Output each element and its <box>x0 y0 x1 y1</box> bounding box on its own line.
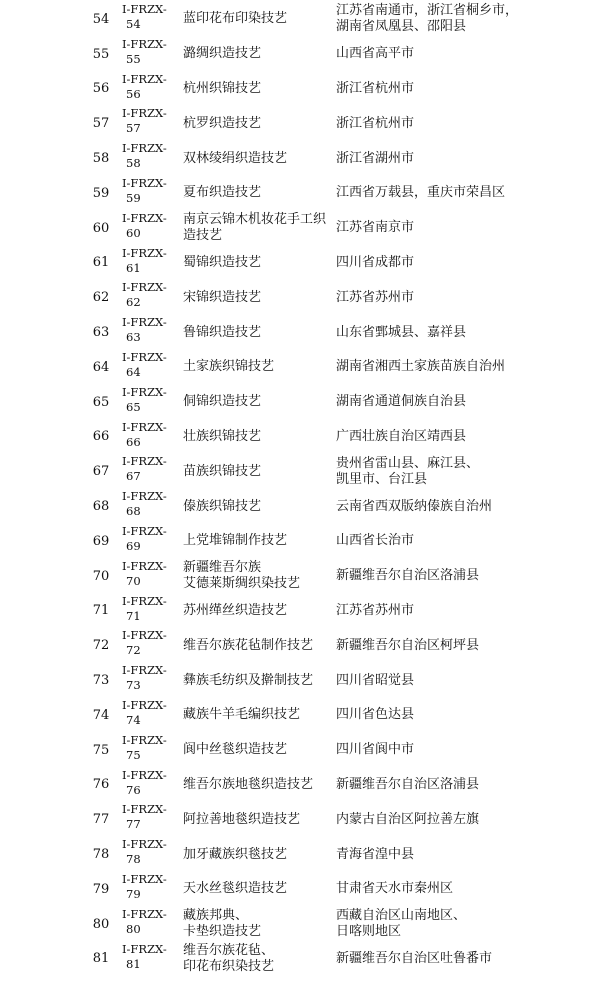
table-row <box>0 420 600 455</box>
item-code-number: 64 <box>126 365 141 379</box>
row-number: 66 <box>92 429 110 445</box>
item-code-prefix: Ⅰ-FRZX- <box>122 732 167 747</box>
region: 山西省长治市 <box>336 533 415 549</box>
item-code <box>122 769 182 797</box>
table-row <box>0 837 600 872</box>
row-number: 77 <box>92 812 110 828</box>
item-code-number: 70 <box>126 573 141 588</box>
region: 四川省阆中市 <box>336 742 415 758</box>
item-code-number: 56 <box>126 86 141 101</box>
row-number: 71 <box>92 603 110 619</box>
item-code <box>122 247 182 275</box>
item-code <box>122 803 182 831</box>
table-row <box>0 768 600 803</box>
table-row <box>0 872 600 907</box>
region: 贵州省雷山县、麻江县、 凯里市、台江县 <box>336 455 480 487</box>
item-code-prefix: Ⅰ-FRZX- <box>122 210 167 225</box>
item-code <box>122 734 182 762</box>
item-code-prefix: Ⅰ-FRZX- <box>122 2 167 16</box>
item-code-number: 76 <box>126 782 141 797</box>
item-code <box>122 177 182 205</box>
item-code <box>122 73 182 101</box>
row-number: 81 <box>92 951 110 967</box>
item-code <box>122 351 182 379</box>
table-row <box>0 350 600 385</box>
item-code <box>122 560 182 588</box>
item-code-prefix: Ⅰ-FRZX- <box>122 906 167 921</box>
item-code <box>122 943 182 971</box>
item-code <box>122 316 182 344</box>
table-row <box>0 2 600 37</box>
region: 江苏省南通市，浙江省桐乡市， 湖南省凤凰县、邵阳县 <box>336 3 519 35</box>
item-code <box>122 386 182 414</box>
item-code-prefix: Ⅰ-FRZX- <box>122 698 167 712</box>
project-name: 土家族织锦技艺 <box>183 359 275 375</box>
table-row <box>0 454 600 489</box>
region: 甘肃省天水市秦州区 <box>336 881 454 897</box>
project-name: 蓝印花布印染技艺 <box>183 11 288 27</box>
region: 山西省高平市 <box>336 46 415 62</box>
table-row <box>0 246 600 281</box>
row-number: 80 <box>92 916 110 932</box>
region: 云南省西双版纳傣族自治州 <box>336 498 493 514</box>
region: 新疆维吾尔自治区洛浦县 <box>336 568 480 584</box>
project-name: 杭罗织造技艺 <box>183 115 262 131</box>
item-code-number: 69 <box>126 539 141 553</box>
item-code-prefix: Ⅰ-FRZX- <box>122 941 167 956</box>
item-code-number: 65 <box>126 399 141 414</box>
row-number: 69 <box>92 533 110 549</box>
project-name: 宋锦织造技艺 <box>183 289 262 305</box>
table-row <box>0 663 600 698</box>
row-number: 76 <box>92 777 110 793</box>
item-code-prefix: Ⅰ-FRZX- <box>122 454 167 469</box>
item-code-number: 81 <box>126 956 141 971</box>
region: 江苏省苏州市 <box>336 602 415 618</box>
region: 湖南省通道侗族自治县 <box>336 394 467 410</box>
item-code <box>122 281 182 309</box>
item-code-prefix: Ⅰ-FRZX- <box>122 593 167 608</box>
item-code-number: 54 <box>126 17 141 31</box>
row-number: 73 <box>92 673 110 689</box>
table-row <box>0 176 600 211</box>
item-code-number: 75 <box>126 747 141 762</box>
item-code-number: 79 <box>126 887 141 901</box>
row-number: 79 <box>92 881 110 897</box>
row-number: 70 <box>92 568 110 584</box>
table-row <box>0 72 600 107</box>
row-number: 61 <box>92 255 110 271</box>
region: 四川省色达县 <box>336 707 415 723</box>
item-code-prefix: Ⅰ-FRZX- <box>122 350 167 364</box>
item-code-prefix: Ⅰ-FRZX- <box>122 245 167 260</box>
item-code-prefix: Ⅰ-FRZX- <box>122 176 167 190</box>
table-row <box>0 37 600 72</box>
table-row <box>0 385 600 420</box>
item-code-prefix: Ⅰ-FRZX- <box>122 280 167 295</box>
project-name: 壮族织锦技艺 <box>183 428 262 444</box>
item-code <box>122 38 182 66</box>
row-number: 68 <box>92 499 110 515</box>
item-code-number: 63 <box>126 330 141 345</box>
row-number: 58 <box>92 151 110 167</box>
item-code-prefix: Ⅰ-FRZX- <box>122 558 167 573</box>
project-name: 南京云锦木机妆花手工织造技艺 <box>183 212 327 244</box>
table-row <box>0 211 600 246</box>
row-number: 55 <box>92 46 110 62</box>
project-name: 加牙藏族织毯技艺 <box>183 846 288 862</box>
table-row <box>0 907 600 942</box>
project-name: 侗锦织造技艺 <box>183 394 262 410</box>
table-row <box>0 524 600 559</box>
region: 四川省昭觉县 <box>336 672 415 688</box>
row-number: 65 <box>92 394 110 410</box>
item-code <box>122 421 182 449</box>
table-row <box>0 280 600 315</box>
project-name: 维吾尔族花毡制作技艺 <box>183 637 314 653</box>
item-code <box>122 107 182 135</box>
item-code-prefix: Ⅰ-FRZX- <box>122 872 167 886</box>
table-row <box>0 489 600 524</box>
item-code <box>122 873 182 901</box>
region: 青海省湟中县 <box>336 846 415 862</box>
region: 浙江省湖州市 <box>336 150 415 166</box>
row-number: 60 <box>92 220 110 236</box>
project-name: 彝族毛纺织及擀制技艺 <box>183 672 314 688</box>
item-code <box>122 142 182 170</box>
item-code <box>122 525 182 553</box>
item-code-prefix: Ⅰ-FRZX- <box>122 663 167 678</box>
project-name: 维吾尔族花毡、 印花布织染技艺 <box>183 942 275 974</box>
project-name: 天水丝毯织造技艺 <box>183 881 288 897</box>
item-code-number: 73 <box>126 678 141 693</box>
item-code <box>122 838 182 866</box>
item-code-number: 60 <box>126 225 141 240</box>
project-name: 藏族牛羊毛编织技艺 <box>183 707 301 723</box>
item-code-number: 57 <box>126 121 141 136</box>
row-number: 59 <box>92 185 110 201</box>
row-number: 78 <box>92 847 110 863</box>
project-name: 阿拉善地毯织造技艺 <box>183 811 301 827</box>
region: 新疆维吾尔自治区洛浦县 <box>336 776 480 792</box>
item-code-number: 58 <box>126 156 141 171</box>
table-row <box>0 141 600 176</box>
project-name: 苏州缂丝织造技艺 <box>183 602 288 618</box>
region: 浙江省杭州市 <box>336 115 415 131</box>
item-code-number: 61 <box>126 260 141 275</box>
item-code-prefix: Ⅰ-FRZX- <box>122 71 167 86</box>
project-name: 藏族邦典、 卡垫织造技艺 <box>183 908 262 940</box>
table-row <box>0 594 600 629</box>
row-number: 63 <box>92 325 110 341</box>
item-code <box>122 455 182 483</box>
region: 新疆维吾尔自治区柯坪县 <box>336 637 480 653</box>
item-code-prefix: Ⅰ-FRZX- <box>122 141 167 156</box>
project-name: 维吾尔族地毯织造技艺 <box>183 776 314 792</box>
row-number: 57 <box>92 116 110 132</box>
region: 广西壮族自治区靖西县 <box>336 428 467 444</box>
item-code-number: 62 <box>126 295 141 310</box>
item-code-prefix: Ⅰ-FRZX- <box>122 489 167 504</box>
row-number: 56 <box>92 81 110 97</box>
project-name: 阆中丝毯织造技艺 <box>183 742 288 758</box>
table-row <box>0 315 600 350</box>
region: 山东省鄄城县、嘉祥县 <box>336 324 467 340</box>
project-name: 上党堆锦制作技艺 <box>183 533 288 549</box>
item-code-number: 71 <box>126 608 141 623</box>
item-code-number: 59 <box>126 191 141 205</box>
table-row <box>0 106 600 141</box>
region: 江西省万载县，重庆市荣昌区 <box>336 185 506 201</box>
item-code-number: 55 <box>126 51 141 66</box>
project-name: 夏布织造技艺 <box>183 185 262 201</box>
table-row <box>0 559 600 594</box>
item-code-prefix: Ⅰ-FRZX- <box>122 419 167 434</box>
region: 四川省成都市 <box>336 254 415 270</box>
row-number: 67 <box>92 464 110 480</box>
row-number: 54 <box>92 11 110 27</box>
table-row <box>0 802 600 837</box>
table-row <box>0 698 600 733</box>
table-row <box>0 628 600 663</box>
region: 浙江省杭州市 <box>336 80 415 96</box>
item-code-prefix: Ⅰ-FRZX- <box>122 628 167 643</box>
item-code-prefix: Ⅰ-FRZX- <box>122 767 167 782</box>
item-code <box>122 699 182 727</box>
item-code-number: 74 <box>126 713 141 727</box>
item-code-number: 77 <box>126 817 141 832</box>
item-code-number: 68 <box>126 504 141 519</box>
item-code <box>122 3 182 31</box>
row-number: 62 <box>92 290 110 306</box>
row-number: 74 <box>92 707 110 723</box>
project-name: 蜀锦织造技艺 <box>183 254 262 270</box>
item-code-number: 66 <box>126 434 141 449</box>
item-code-number: 78 <box>126 852 141 867</box>
item-code-number: 80 <box>126 921 141 936</box>
region: 江苏省苏州市 <box>336 289 415 305</box>
item-code-number: 67 <box>126 469 141 484</box>
project-name: 鲁锦织造技艺 <box>183 324 262 340</box>
item-code-prefix: Ⅰ-FRZX- <box>122 384 167 399</box>
item-code <box>122 629 182 657</box>
table-row <box>0 942 600 977</box>
row-number: 72 <box>92 638 110 654</box>
item-code <box>122 595 182 623</box>
item-code-prefix: Ⅰ-FRZX- <box>122 837 167 852</box>
project-name: 苗族织锦技艺 <box>183 463 262 479</box>
row-number: 64 <box>92 359 110 375</box>
item-code-prefix: Ⅰ-FRZX- <box>122 36 167 51</box>
project-name: 傣族织锦技艺 <box>183 498 262 514</box>
region: 江苏省南京市 <box>336 220 415 236</box>
project-name: 杭州织锦技艺 <box>183 80 262 96</box>
region: 新疆维吾尔自治区吐鲁番市 <box>336 950 493 966</box>
item-code-prefix: Ⅰ-FRZX- <box>122 524 167 538</box>
region: 西藏自治区山南地区、 日喀则地区 <box>336 908 467 940</box>
row-number: 75 <box>92 742 110 758</box>
table-row <box>0 733 600 768</box>
item-code <box>122 490 182 518</box>
item-code <box>122 908 182 936</box>
project-name: 新疆维吾尔族 艾德莱斯绸织染技艺 <box>183 560 301 592</box>
item-code-number: 72 <box>126 643 141 658</box>
item-code-prefix: Ⅰ-FRZX- <box>122 315 167 330</box>
project-name: 双林绫绢织造技艺 <box>183 150 288 166</box>
region: 内蒙古自治区阿拉善左旗 <box>336 811 480 827</box>
project-name: 潞绸织造技艺 <box>183 46 262 62</box>
item-code-prefix: Ⅰ-FRZX- <box>122 106 167 121</box>
item-code <box>122 212 182 240</box>
region: 湖南省湘西土家族苗族自治州 <box>336 359 506 375</box>
item-code <box>122 664 182 692</box>
item-code-prefix: Ⅰ-FRZX- <box>122 802 167 817</box>
